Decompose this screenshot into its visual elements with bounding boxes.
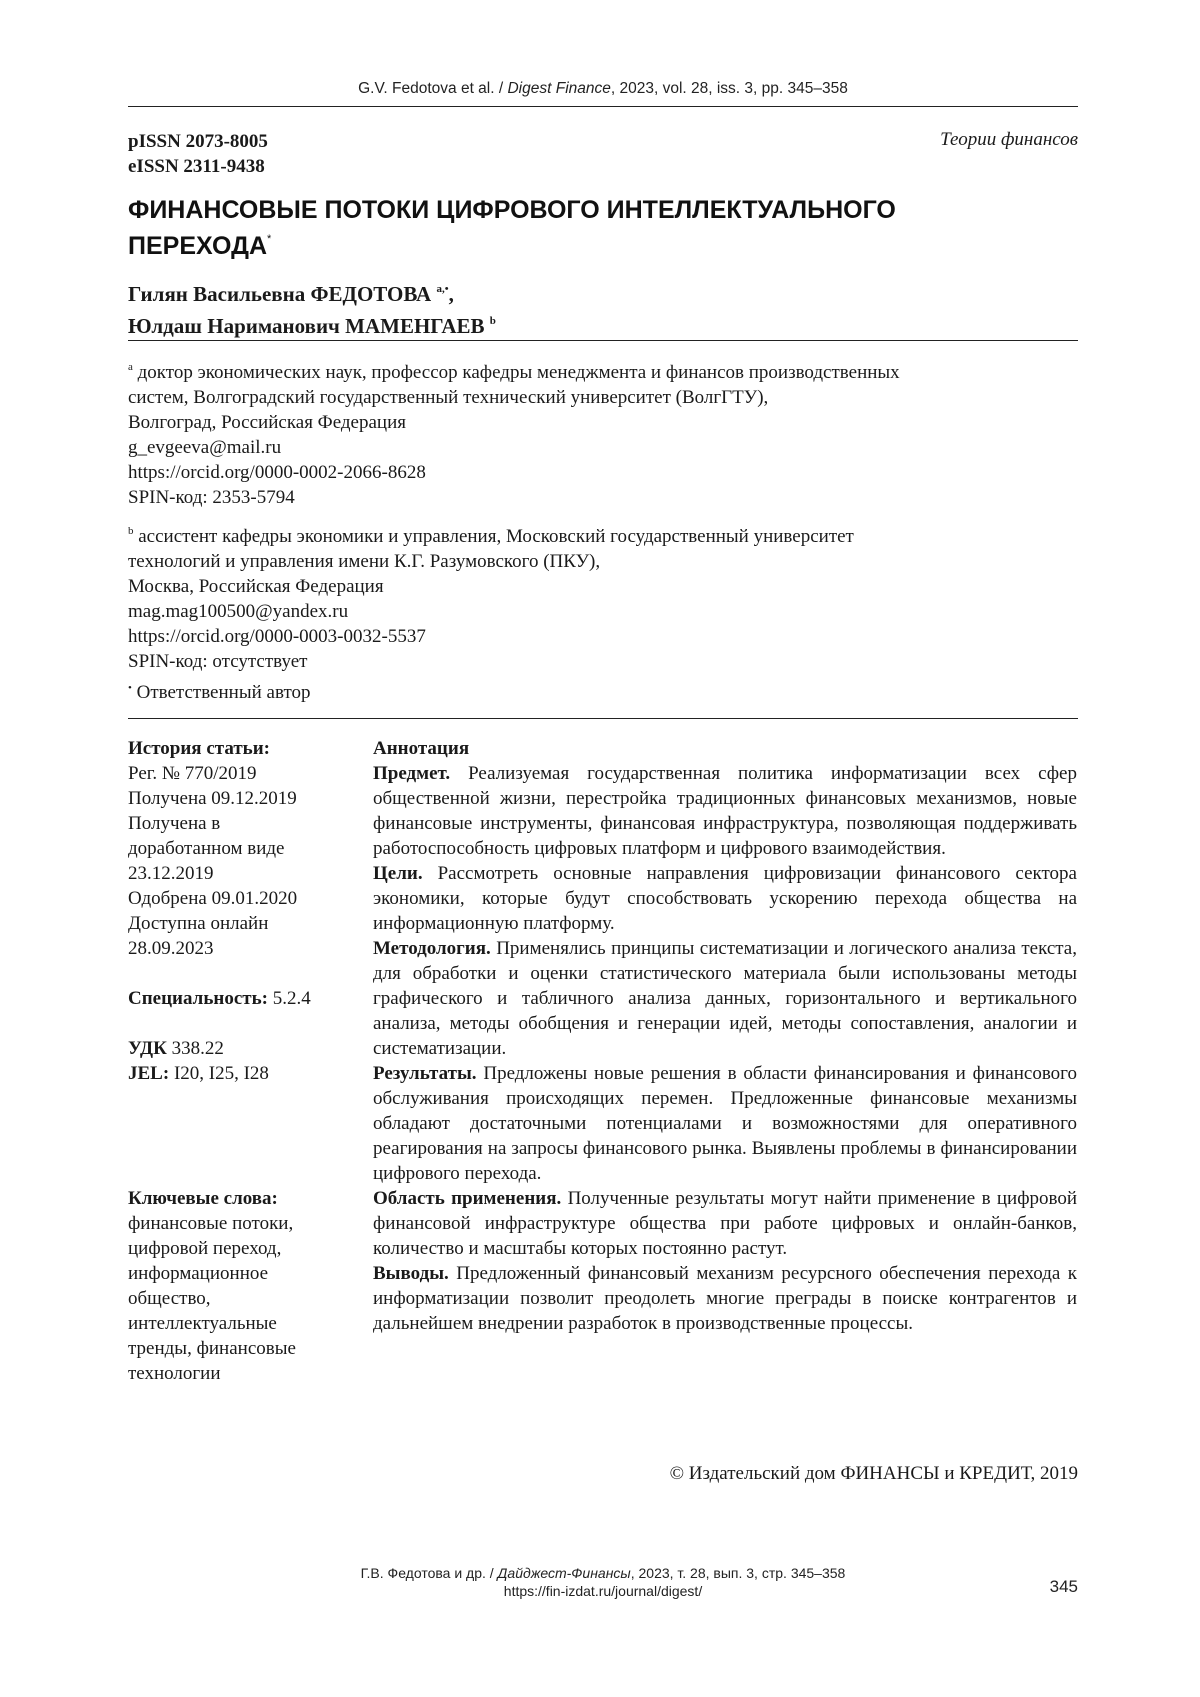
author-2 xyxy=(128,308,496,340)
affiliation-spin: SPIN-код: 2353-5794 xyxy=(128,487,295,508)
running-head-suffix: , 2023, vol. 28, iss. 3, pp. 345–358 xyxy=(610,80,848,97)
footer-citation-journal: Дайджест-Финансы xyxy=(497,1565,631,1581)
footer-citation-prefix: Г.В. Федотова и др. / xyxy=(360,1565,498,1581)
affiliation-orcid: https://orcid.org/0000-0002-2066-8628 xyxy=(128,462,426,483)
affiliation-line: ассистент кафедры экономики и управления, Московский государственный университет xyxy=(138,526,854,547)
history-line: Доступна онлайн xyxy=(128,913,269,934)
title-line-1: ФИНАНСОВЫЕ ПОТОКИ ЦИФРОВОГО ИНТЕЛЛЕКТУАЛЬНОГО xyxy=(128,196,896,224)
pissn: pISSN 2073-8005 xyxy=(128,131,268,152)
affiliation-mark: a xyxy=(128,361,133,373)
affiliation-orcid: https://orcid.org/0000-0003-0032-5537 xyxy=(128,626,426,647)
affiliation-email: mag.mag100500@yandex.ru xyxy=(128,601,349,622)
footer-citation-suffix: , 2023, т. 28, вып. 3, стр. 345–358 xyxy=(630,1565,846,1581)
abstract-text: Реализуемая государственная политика информатизации всех сфер общественной жизни, перестройка традиционных финансовых механизмов, новые финансовые инструменты, финансовая инфраструктура, позволяющая поддерживать работоспособность цифровых платформ и цифрового взаимодействия. xyxy=(373,763,1077,859)
abstract-goals xyxy=(373,861,1077,936)
abstract-text: Полученные результаты могут найти применение в цифровой финансовой инфраструктуре общества при работе цифровых и онлайн-банков, количество и масштабы которых постоянно растут. xyxy=(373,1188,1078,1259)
history-line: 28.09.2023 xyxy=(128,938,214,959)
affiliation-b xyxy=(128,519,1078,674)
abstract-conclusions xyxy=(373,1261,1077,1336)
affiliation-email: g_evgeeva@mail.ru xyxy=(128,437,282,458)
author-1 xyxy=(128,276,496,308)
abstract-label: Методология. xyxy=(373,938,491,959)
section-label: Теории финансов xyxy=(940,129,1078,150)
affiliation-spin: SPIN-код: отсутствует xyxy=(128,651,308,672)
issn-block xyxy=(128,129,268,179)
article-title xyxy=(128,196,1078,261)
keyword-line: общество, xyxy=(128,1288,211,1309)
specialty-label: Специальность: xyxy=(128,988,268,1009)
abstract-heading: Аннотация xyxy=(373,738,470,759)
udc-label: УДК xyxy=(128,1038,167,1059)
corresponding-mark: • xyxy=(128,682,132,694)
footer-url[interactable]: https://fin-izdat.ru/journal/digest/ xyxy=(503,1583,703,1599)
author-separator: , xyxy=(448,282,454,306)
corresponding-author-note xyxy=(128,682,311,704)
keywords-label: Ключевые слова: xyxy=(128,1188,278,1209)
abstract xyxy=(373,736,1077,1336)
corresponding-text: Ответственный автор xyxy=(136,682,311,703)
abstract-text: Предложенный финансовый механизм ресурсного обеспечения перехода к информатизации позволит преодолеть многие преграды в поиске контрагентов и дальнейшем внедрении разработок в производственные процессы. xyxy=(373,1263,1077,1334)
affiliation-mark: b xyxy=(128,525,134,537)
article-info xyxy=(128,736,348,1386)
abstract-label: Область применения. xyxy=(373,1188,562,1209)
abstract-label: Выводы. xyxy=(373,1263,449,1284)
author-sup: b xyxy=(489,315,496,327)
abstract-label: Предмет. xyxy=(373,763,451,784)
history-label: История статьи: xyxy=(128,738,270,759)
history-line: доработанном виде xyxy=(128,838,285,859)
abstract-application xyxy=(373,1186,1077,1261)
running-head-prefix: G.V. Fedotova et al. / xyxy=(358,80,508,97)
info-rule xyxy=(128,718,1078,719)
jel xyxy=(128,1061,348,1086)
abstract-text: Применялись принципы систематизации и логического анализа текста, для обработки и оценки статистического материала были использованы методы графического и табличного анализа данных, горизонтального и вертикального анализа, методы обобщения и генерации идей, методы сопоставления, аналогии и систематизации. xyxy=(373,938,1077,1059)
affiliation-line: Москва, Российская Федерация xyxy=(128,576,384,597)
udc-value: 338.22 xyxy=(166,1038,224,1059)
history-line: Получена в xyxy=(128,813,221,834)
author-sup: a,• xyxy=(436,283,449,295)
abstract-subject xyxy=(373,761,1077,861)
keyword-line: финансовые потоки, xyxy=(128,1213,294,1234)
author-name: Юлдаш Нариманович МАМЕНГАЕВ xyxy=(128,314,485,338)
history-line: Рег. № 770/2019 xyxy=(128,763,257,784)
copyright: © Издательский дом ФИНАНСЫ и КРЕДИТ, 2019 xyxy=(669,1463,1078,1484)
author-name: Гилян Васильевна ФЕДОТОВА xyxy=(128,282,432,306)
jel-value: I20, I25, I28 xyxy=(169,1063,269,1084)
affiliation-line: Волгоград, Российская Федерация xyxy=(128,412,406,433)
abstract-text: Предложены новые решения в области финансирования и финансового обслуживания происходящих перемен. Предложенные финансовые механизмы обладают достаточными потенциалами и возможностями для оперативного реагирования на запросы финансового рынка. Выявлены проблемы в финансировании цифрового перехода. xyxy=(373,1063,1077,1184)
title-line-2: ПЕРЕХОДА xyxy=(128,232,268,260)
abstract-methodology xyxy=(373,936,1077,1061)
specialty-value: 5.2.4 xyxy=(267,988,311,1009)
keyword-line: технологии xyxy=(128,1363,221,1384)
footer-citation xyxy=(128,1564,1078,1600)
running-head xyxy=(128,80,1078,98)
header-rule xyxy=(128,106,1078,107)
affiliation-line: систем, Волгоградский государственный технический университет (ВолгГТУ), xyxy=(128,387,769,408)
abstract-text: Рассмотреть основные направления цифровизации финансового сектора экономики, которые будут способствовать ускорению перехода общества на информационную платформу. xyxy=(373,863,1077,934)
udc xyxy=(128,1036,348,1061)
jel-label: JEL: xyxy=(128,1063,170,1084)
affiliation-line: технологий и управления имени К.Г. Разумовского (ПКУ), xyxy=(128,551,601,572)
authors-rule xyxy=(128,340,1078,341)
abstract-label: Результаты. xyxy=(373,1063,477,1084)
abstract-results xyxy=(373,1061,1077,1186)
affiliation-a xyxy=(128,355,1078,510)
keyword-line: тренды, финансовые xyxy=(128,1338,296,1359)
history-line: 23.12.2019 xyxy=(128,863,214,884)
abstract-label: Цели. xyxy=(373,863,423,884)
keyword-line: интеллектуальные xyxy=(128,1313,277,1334)
running-head-journal: Digest Finance xyxy=(507,80,611,97)
eissn: eISSN 2311-9438 xyxy=(128,156,265,177)
keyword-line: цифровой переход, xyxy=(128,1238,282,1259)
history-line: Одобрена 09.01.2020 xyxy=(128,888,298,909)
affiliation-line: доктор экономических наук, профессор кафедры менеджмента и финансов производственных xyxy=(137,362,900,383)
history-line: Получена 09.12.2019 xyxy=(128,788,297,809)
keyword-line: информационное xyxy=(128,1263,269,1284)
page-number: 345 xyxy=(1049,1577,1078,1596)
authors xyxy=(128,276,496,340)
specialty xyxy=(128,986,348,1011)
title-footnote-mark: * xyxy=(267,233,272,245)
